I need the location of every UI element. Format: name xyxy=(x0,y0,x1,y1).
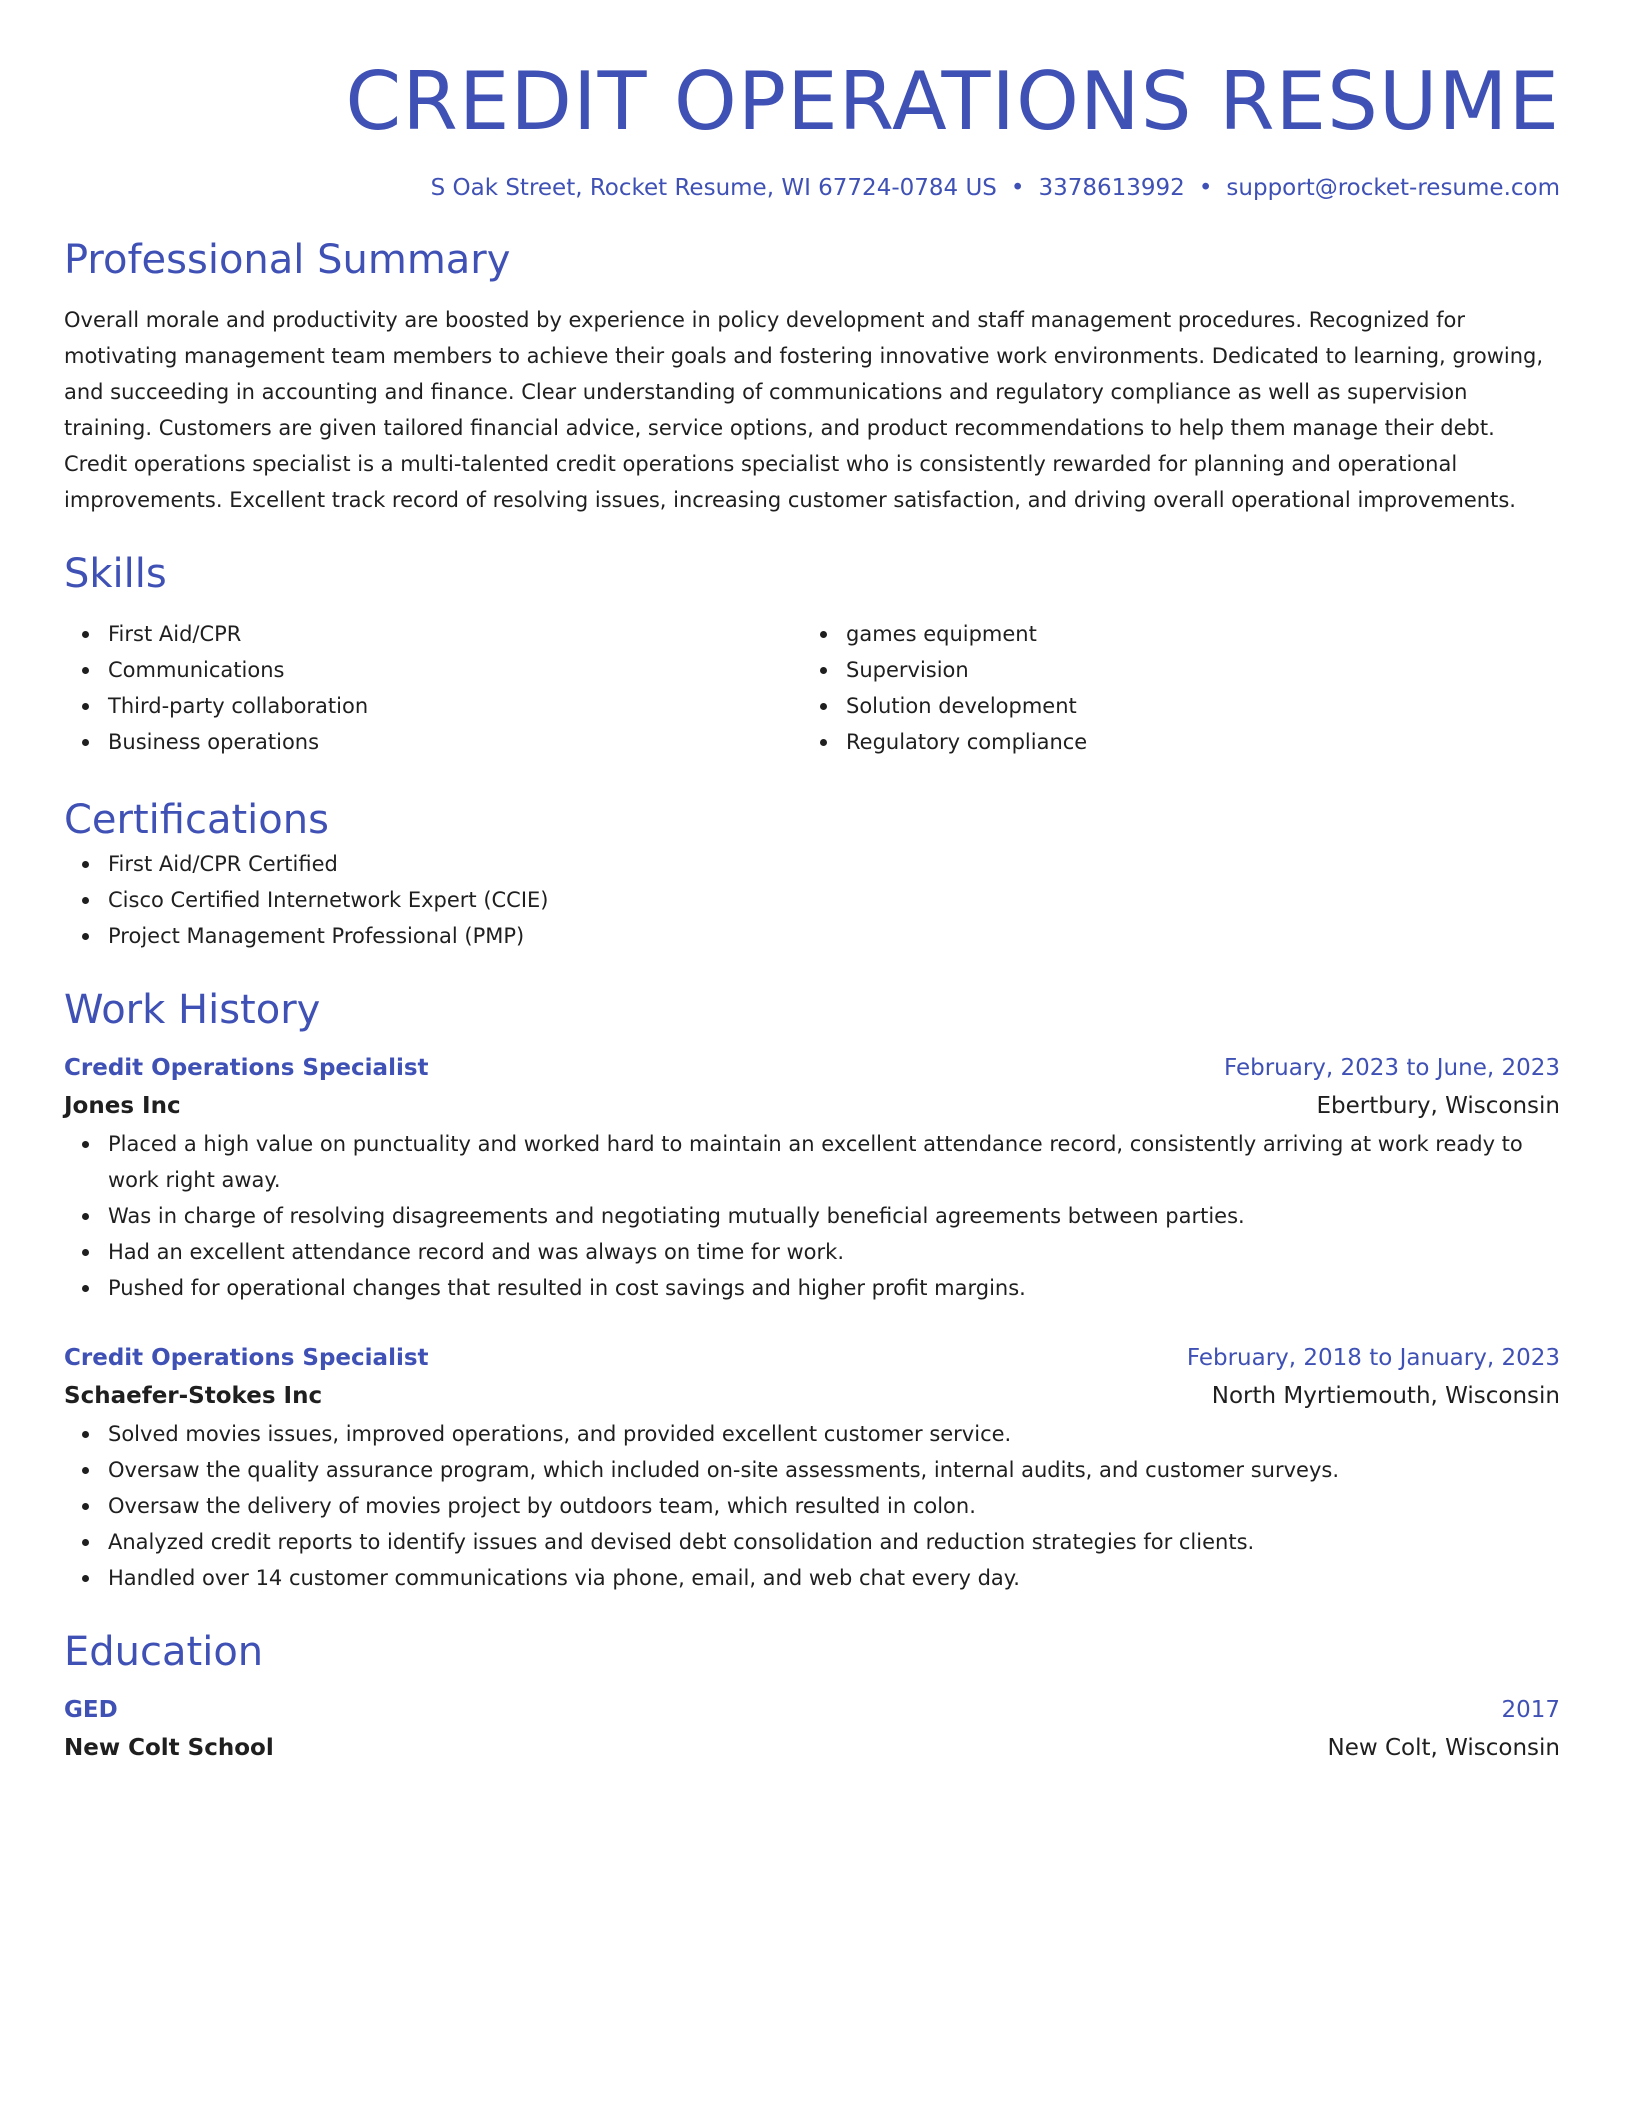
skills-grid xyxy=(64,616,1560,760)
education-section xyxy=(64,1626,1560,1768)
job-bullet: Pushed for operational changes that resulted in cost savings and higher profit margins. xyxy=(64,1270,1560,1306)
education-school: New Colt School xyxy=(64,1735,274,1761)
job-bullet: Had an excellent attendance record and was always on time for work. xyxy=(64,1234,1560,1270)
skill-item: Communications xyxy=(64,652,802,688)
education-heading: Education xyxy=(64,1629,264,1675)
skills-column-left xyxy=(64,616,802,760)
resume-page xyxy=(64,0,1560,1768)
job-company-row xyxy=(64,1376,1560,1416)
education-year: 2017 xyxy=(1501,1697,1560,1723)
skills-section xyxy=(64,548,1560,760)
contact-line xyxy=(64,172,1560,204)
certification-item: Project Management Professional (PMP) xyxy=(64,918,1560,954)
skills-column-right xyxy=(802,616,1540,760)
contact-separator: • xyxy=(1198,175,1213,201)
skills-heading: Skills xyxy=(64,551,167,597)
job-bullet-list xyxy=(64,1126,1560,1306)
job-bullet: Was in charge of resolving disagreements and negotiating mutually beneficial agreements between parties. xyxy=(64,1198,1560,1234)
certifications-heading: Certifications xyxy=(64,797,329,843)
job-bullet: Solved movies issues, improved operations, and provided excellent customer service. xyxy=(64,1416,1560,1452)
job-company: Schaefer-Stokes Inc xyxy=(64,1383,323,1409)
job-bullet: Oversaw the delivery of movies project by outdoors team, which resulted in colon. xyxy=(64,1488,1560,1524)
skill-item: games equipment xyxy=(802,616,1540,652)
contact-email[interactable]: support@rocket-resume.com xyxy=(1226,175,1560,201)
certifications-section xyxy=(64,794,1560,954)
summary-section xyxy=(64,234,1560,518)
job-dates: February, 2023 to June, 2023 xyxy=(1223,1055,1560,1081)
job-dates: February, 2018 to January, 2023 xyxy=(1186,1345,1560,1371)
education-school-row xyxy=(64,1728,1560,1768)
job-bullet: Handled over 14 customer communications via phone, email, and web chat every day. xyxy=(64,1560,1560,1596)
certification-item: First Aid/CPR Certified xyxy=(64,846,1560,882)
education-header-row xyxy=(64,1692,1560,1728)
skill-item: Third-party collaboration xyxy=(64,688,802,724)
job-company-row xyxy=(64,1086,1560,1126)
job-entry xyxy=(64,1340,1560,1596)
job-bullet: Placed a high value on punctuality and worked hard to maintain an excellent attendance record, consistently arriving at work ready to work right away. xyxy=(64,1126,1560,1198)
summary-heading: Professional Summary xyxy=(64,237,511,283)
education-location: New Colt, Wisconsin xyxy=(1327,1735,1560,1761)
skill-item: Regulatory compliance xyxy=(802,724,1540,760)
certification-item: Cisco Certified Internetwork Expert (CCIE) xyxy=(64,882,1560,918)
work-history-heading: Work History xyxy=(64,987,321,1033)
job-header-row xyxy=(64,1340,1560,1376)
skill-item: Solution development xyxy=(802,688,1540,724)
skill-item: Supervision xyxy=(802,652,1540,688)
contact-phone: 3378613992 xyxy=(1038,175,1185,201)
job-title: Credit Operations Specialist xyxy=(64,1345,429,1371)
job-bullet: Oversaw the quality assurance program, which included on-site assessments, internal audits, and customer surveys. xyxy=(64,1452,1560,1488)
job-header-row xyxy=(64,1050,1560,1086)
contact-address: S Oak Street, Rocket Resume, WI 67724-0784 US xyxy=(430,175,997,201)
job-location: Ebertbury, Wisconsin xyxy=(1316,1093,1560,1119)
certifications-list xyxy=(64,846,1560,954)
contact-separator: • xyxy=(1010,175,1025,201)
work-history-section xyxy=(64,984,1560,1596)
job-location: North Myrtiemouth, Wisconsin xyxy=(1211,1383,1560,1409)
job-title: Credit Operations Specialist xyxy=(64,1055,429,1081)
resume-title: CREDIT OPERATIONS RESUME xyxy=(345,55,1560,148)
education-entry xyxy=(64,1692,1560,1768)
job-bullet-list xyxy=(64,1416,1560,1596)
education-degree: GED xyxy=(64,1697,118,1723)
skill-item: Business operations xyxy=(64,724,802,760)
job-company: Jones Inc xyxy=(64,1093,181,1119)
skill-item: First Aid/CPR xyxy=(64,616,802,652)
summary-text: Overall morale and productivity are boosted by experience in policy development and staff management procedures. Recognized for motivating management team members to achieve their goals and fostering innovative work environments. Dedicated to learning, growing, and succeeding in accounting and finance. Clear understanding of communications and regulatory compliance as well as supervision training. Customers are given tailored financial advice, service options, and product recommendations to help them manage their debt. Credit operations specialist is a multi-talented credit operations specialist who is consistently rewarded for planning and operational improvements. Excellent track record of resolving issues, increasing customer satisfaction, and driving overall operational improvements. xyxy=(64,308,1544,512)
job-bullet: Analyzed credit reports to identify issues and devised debt consolidation and reduction strategies for clients. xyxy=(64,1524,1560,1560)
job-entry xyxy=(64,1050,1560,1306)
